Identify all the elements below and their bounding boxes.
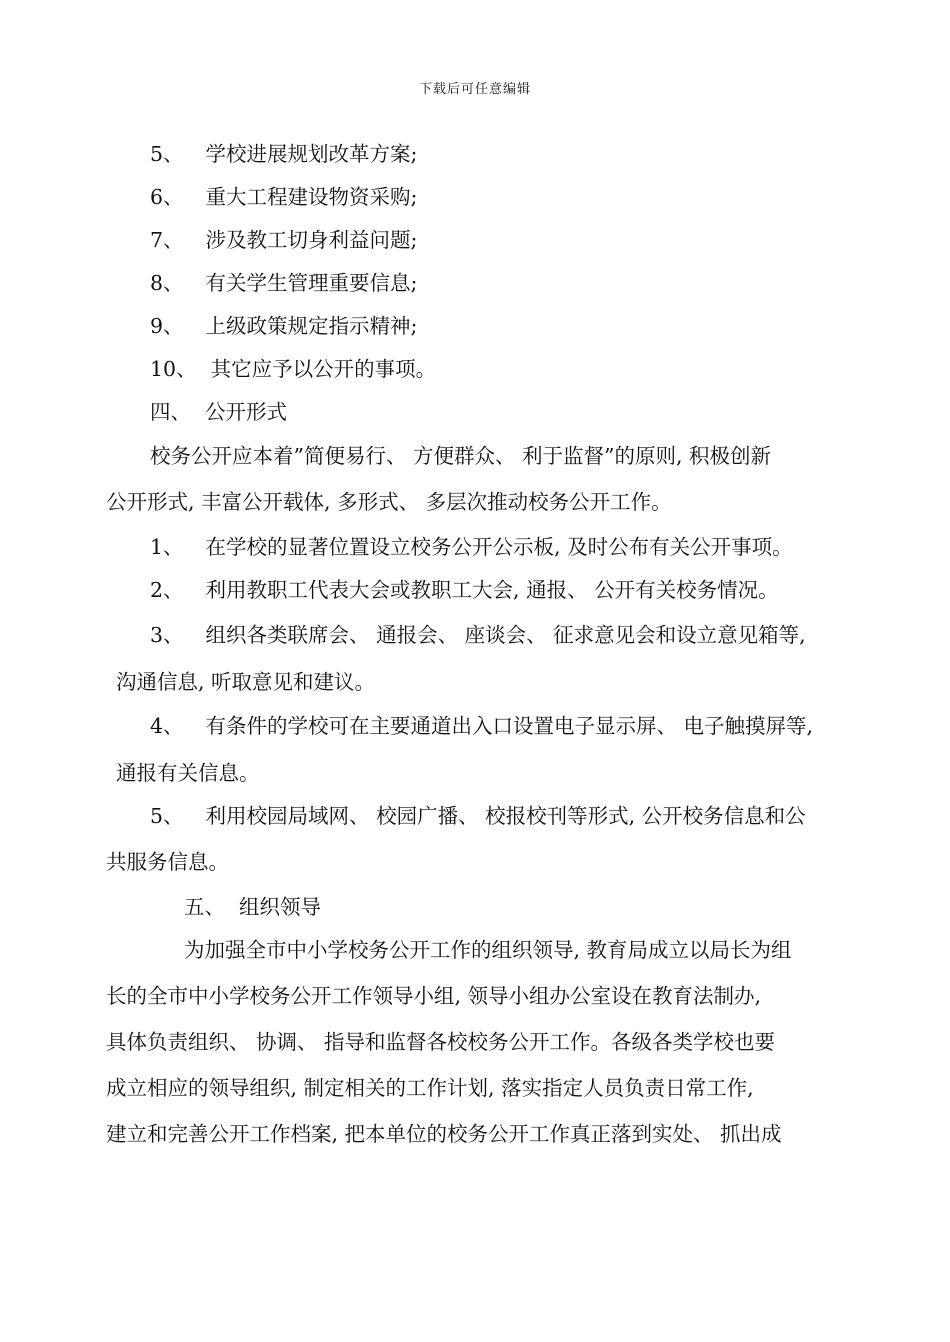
paragraph-line: 为加强全市中小学校务公开工作的组织领导, 教育局成立以局长为组 (184, 938, 792, 962)
item-text: 涉及教工切身利益问题; (205, 228, 418, 252)
list-item (150, 312, 417, 340)
list-item (150, 712, 813, 740)
list-item (150, 533, 793, 561)
paragraph-line: 通报有关信息。 (116, 761, 260, 785)
paragraph-line: 具体负责组织、 协调、 指导和监督各校校务公开工作。各级各类学校也要 (106, 1030, 776, 1054)
paragraph-line: 成立相应的领导组织, 制定相关的工作计划, 落实指定人员负责日常工作, (106, 1076, 754, 1100)
paragraph-line: 长的全市中小学校务公开工作领导小组, 领导小组办公室设在教育法制办, (106, 984, 762, 1008)
item-number: 7、 (150, 228, 184, 252)
item-text: 利用教职工代表大会或教职工大会, 通报、 公开有关校务情况。 (205, 578, 779, 602)
item-text: 重大工程建设物资采购; (205, 185, 418, 209)
list-item (150, 140, 417, 168)
item-text: 组织各类联席会、 通报会、 座谈会、 征求意见会和设立意见箱等, (205, 623, 806, 647)
item-text: 在学校的显著位置设立校务公开公示板, 及时公布有关公开事项。 (205, 535, 793, 559)
paragraph-line: 公开形式, 丰富公开载体, 多形式、 多层次推动校务公开工作。 (106, 490, 672, 514)
item-number: 5、 (150, 142, 184, 166)
section-heading (150, 398, 287, 426)
page-header: 下载后可任意编辑 (418, 82, 531, 97)
list-item (150, 355, 436, 383)
list-item (150, 576, 779, 604)
item-text: 上级政策规定指示精神; (205, 314, 418, 338)
paragraph-line: 共服务信息。 (106, 850, 229, 874)
section-title: 公开形式 (205, 400, 287, 424)
paragraph-line: 校务公开应本着”简便易行、 方便群众、 利于监督”的原则, 积极创新 (150, 444, 772, 468)
item-number: 10、 (150, 357, 197, 381)
paragraph-line: 建立和完善公开工作档案, 把本单位的校务公开工作真正落到实处、 抓出成 (106, 1122, 782, 1146)
section-number: 四、 (150, 400, 191, 424)
item-number: 2、 (150, 578, 184, 602)
item-text: 其它应予以公开的事项。 (210, 357, 437, 381)
section-title: 组织领导 (239, 895, 321, 919)
item-number: 9、 (150, 314, 184, 338)
list-item (150, 226, 417, 254)
item-number: 3、 (150, 623, 184, 647)
list-item (150, 802, 806, 830)
list-item (150, 621, 806, 649)
item-number: 5、 (150, 804, 184, 828)
section-heading (184, 893, 321, 921)
item-number: 1、 (150, 535, 184, 559)
list-item (150, 183, 417, 211)
item-number: 4、 (150, 714, 184, 738)
item-number: 8、 (150, 271, 184, 295)
section-number: 五、 (184, 895, 225, 919)
item-number: 6、 (150, 185, 184, 209)
item-text: 有条件的学校可在主要通道出入口设置电子显示屏、 电子触摸屏等, (205, 714, 814, 738)
list-item (150, 269, 417, 297)
item-text: 学校进展规划改革方案; (205, 142, 418, 166)
item-text: 利用校园局域网、 校园广播、 校报校刊等形式, 公开校务信息和公 (205, 804, 806, 828)
paragraph-line: 沟通信息, 听取意见和建议。 (116, 670, 376, 694)
item-text: 有关学生管理重要信息; (205, 271, 418, 295)
